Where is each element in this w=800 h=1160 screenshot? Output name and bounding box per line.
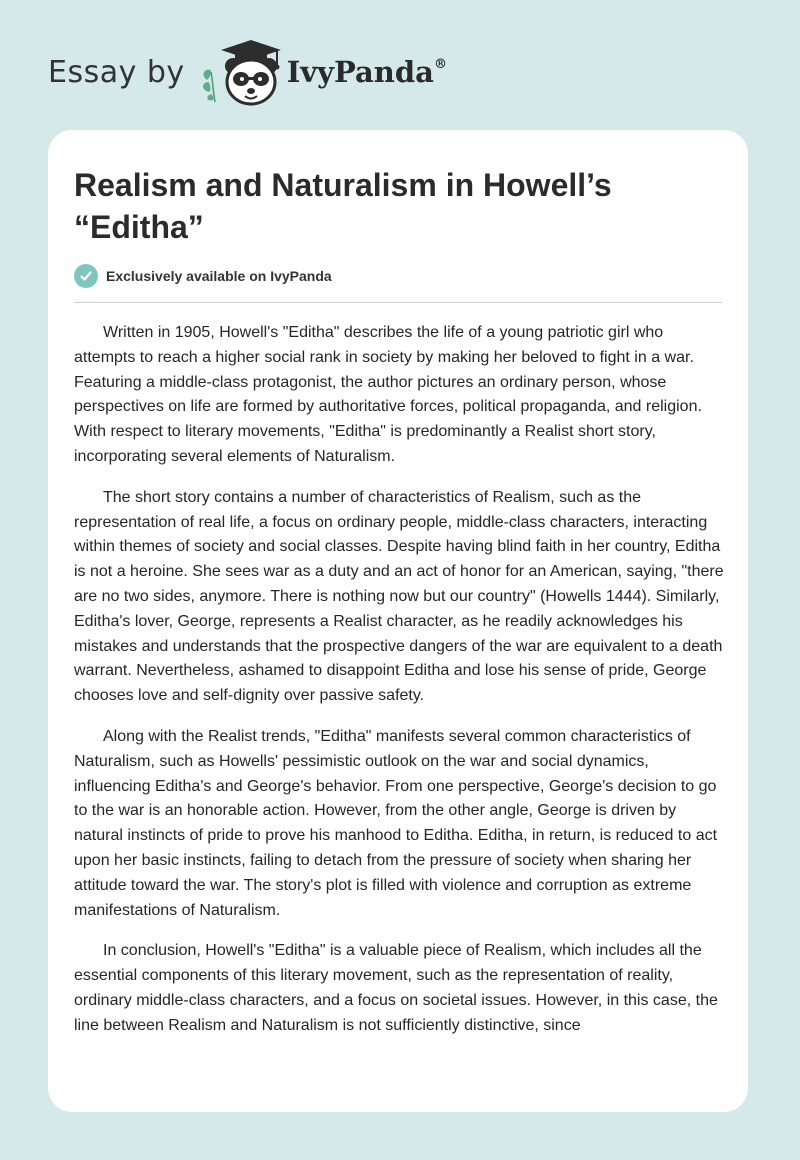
page-title: Realism and Naturalism in Howell’s “Editha” (74, 167, 612, 245)
paragraph: Along with the Realist trends, "Editha" manifests several common characteristics of Naturalism, such as Howells' pessimistic outlook on the war and social dynamics, influencing Editha's and George's behavior. From one perspective, George's decision to go to the war is an honorable action. However, from the other angle, George is driven by natural instincts of pride to prove his manhood to Editha. Editha, in return, is reduced to act upon her basic instincts, failing to detach from the pressure of society when sharing her attitude toward the war. The story's plot is filled with violence and corruption as extreme manifestations of Naturalism. (74, 727, 718, 919)
paragraph: The short story contains a number of characteristics of Realism, such as the representation of real life, a focus on ordinary people, middle-class characters, interacting within themes of society and social classes. Despite having blind faith in her country, Editha is not a heroine. She sees war as a duty and an act of honor for an American, saying, "there are no two sides, anymore. There is nothing now but our country" (Howells 1444). Similarly, Editha's lover, George, represents a Realist character, as he readily acknowledges his mistakes and understands that the prospective dangers of the war are equivalent to a death warrant. Nevertheless, ashamed to disappoint Editha and lose his sense of pride, George chooses love and self-dignity over passive safety. (74, 488, 724, 705)
paragraph: In conclusion, Howell's "Editha" is a valuable piece of Realism, which includes all the essential components of this literary movement, such as the representation of reality, ordinary middle-class characters, and a focus on societal issues. However, in this case, the line between Realism and Naturalism is not sufficiently distinctive, since (74, 942, 718, 1034)
checkmark-icon (74, 264, 98, 288)
essay-body (74, 321, 724, 1055)
registered-mark: ® (433, 57, 447, 72)
ivy-leaf-icon (203, 70, 215, 102)
essay-card (48, 130, 748, 1112)
divider (74, 302, 722, 303)
brand-name[interactable]: IvyPanda® (286, 55, 447, 89)
site-header (48, 36, 447, 108)
essay-by-label: Essay by (48, 54, 185, 90)
exclusive-label: Exclusively available on IvyPanda (106, 268, 332, 284)
paragraph: Written in 1905, Howell's "Editha" describes the life of a young patriotic girl who attempts to reach a higher social rank in society by making her beloved to fight in a war. Featuring a middle-class protagonist, the author pictures an ordinary person, whose perspectives on life are formed by authoritative forces, political propaganda, and religion. With respect to literary movements, "Editha" is predominantly a Realist short story, incorporating several elements of Naturalism. (74, 324, 702, 465)
panda-graduate-icon[interactable] (199, 36, 283, 108)
exclusive-badge (74, 264, 332, 288)
